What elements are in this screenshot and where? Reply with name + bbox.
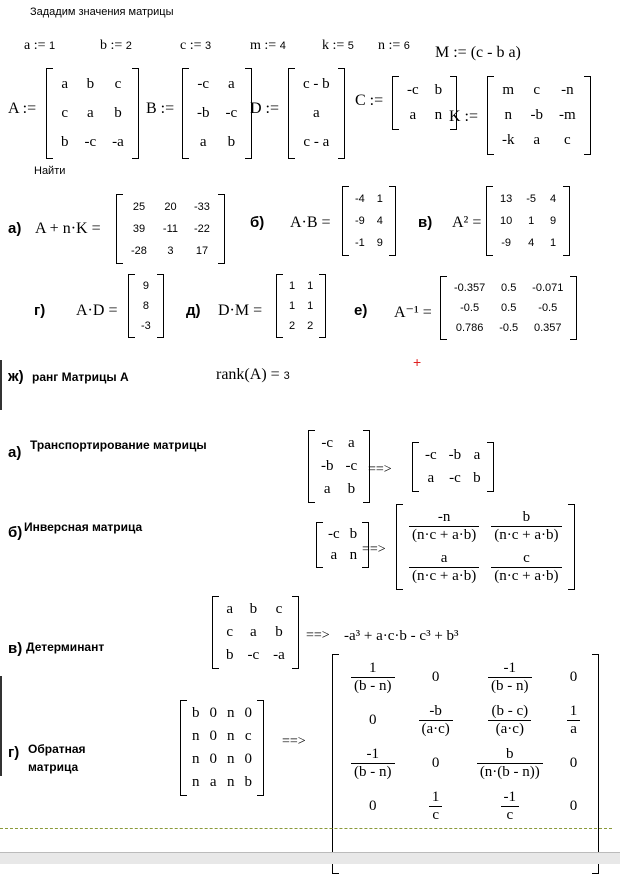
matrix-b-label: B :=	[146, 100, 175, 117]
matrix-cell: b	[226, 647, 234, 663]
matrix-cell: 2	[289, 320, 296, 332]
matrix-cell: -n	[561, 82, 574, 98]
matrix-cell: a	[427, 470, 435, 486]
transpose-label: а)	[8, 444, 22, 461]
crosshair-cursor: +	[413, 354, 422, 370]
result-e-matrix[interactable]	[440, 276, 577, 340]
matrix-cell: -0.5	[499, 322, 519, 334]
matrix-cell: -c	[449, 470, 461, 486]
matrix-cell: 13	[500, 193, 513, 205]
matrix-cell: n	[192, 774, 200, 790]
matrix-cell: 2	[307, 320, 314, 332]
result-b-expr: A·B =	[290, 214, 331, 231]
matrix-cell: -m	[559, 107, 576, 123]
matrix-cell: -c	[328, 526, 340, 542]
matrix-cell: $\frac{-n}{(n\cdot c + a\cdot b)}$	[403, 506, 485, 547]
matrix-cell: 0	[369, 798, 377, 814]
result-d-expr: D·M =	[218, 302, 263, 319]
matrix-a-label: A :=	[8, 100, 37, 117]
matrix-cell: 1	[289, 280, 296, 292]
matrix-cell: -5	[526, 193, 537, 205]
matrix-cell: $\frac{1}{a}$	[555, 699, 593, 742]
matrix-cell: 3	[167, 245, 174, 257]
definition-n[interactable]: n := 6	[378, 38, 410, 53]
matrix-cell: $\frac{1}{c}$	[407, 785, 465, 828]
matrix-cell: a	[199, 134, 207, 150]
matrix-cell: -c	[84, 134, 97, 150]
matrix-c-label: C :=	[355, 92, 384, 109]
matrix-cell: n	[192, 751, 200, 767]
find-label: Найти	[34, 165, 66, 177]
inverse2-text-line1: Обратная	[28, 742, 86, 756]
inverse2-input-matrix[interactable]	[180, 700, 264, 796]
matrix-cell: 0	[209, 705, 217, 721]
matrix-cell: $\frac{-b}{(a\cdot c)}$	[407, 699, 465, 742]
matrix-cell: -b	[530, 107, 543, 123]
matrix-cell: n	[349, 547, 358, 563]
matrix-cell: c - b	[303, 76, 330, 92]
matrix-cell: 1	[550, 237, 557, 249]
matrix-cell: c	[61, 105, 69, 121]
matrix-cell: -a	[273, 647, 285, 663]
rank-text: ранг Матрицы А	[32, 370, 129, 384]
matrix-cell: 1	[289, 300, 296, 312]
matrix-cell: 0.5	[501, 302, 517, 314]
matrix-b[interactable]	[182, 68, 252, 159]
definition-k[interactable]: k := 5	[322, 38, 354, 53]
result-e-expr: A⁻¹ =	[394, 304, 432, 321]
matrix-cell: $\frac{-1}{(b - n)}$	[339, 742, 407, 785]
inverse-label: б)	[8, 524, 23, 541]
matrix-cell: $\frac{c}{(n\cdot c + a\cdot b)}$	[485, 547, 567, 588]
matrix-cell: -9	[355, 215, 365, 227]
result-d-matrix[interactable]	[276, 274, 326, 338]
matrix-cell: 9	[550, 215, 557, 227]
matrix-cell: 9	[376, 237, 383, 249]
matrix-cell: 0	[569, 669, 578, 685]
definition-c[interactable]: c := 3	[180, 38, 212, 53]
matrix-cell: -28	[131, 245, 147, 257]
matrix-cell: -11	[162, 223, 178, 235]
horizontal-scrollbar[interactable]	[0, 852, 620, 864]
matrix-cell: -b	[321, 458, 334, 474]
matrix-cell: -0.071	[532, 282, 564, 294]
result-a-matrix[interactable]	[116, 194, 225, 264]
matrix-cell: -4	[355, 193, 365, 205]
matrix-m-definition[interactable]: M := (c - b a)	[435, 44, 521, 61]
matrix-cell: a	[409, 107, 417, 123]
matrix-cell: 0.5	[501, 282, 517, 294]
inverse2-label: г)	[8, 744, 20, 761]
matrix-cell: a	[347, 435, 355, 451]
matrix-cell: n	[227, 774, 235, 790]
matrix-cell: 1	[528, 215, 535, 227]
matrix-cell: 0	[209, 751, 217, 767]
matrix-cell: 4	[528, 237, 535, 249]
matrix-cell: $\frac{-1}{(b - n)}$	[465, 656, 555, 699]
matrix-cell: c	[533, 82, 541, 98]
matrix-cell: n	[227, 728, 235, 744]
matrix-cell: c	[244, 728, 252, 744]
matrix-cell: $\frac{b}{(n\cdot(b - n))}$	[465, 742, 555, 785]
matrix-cell: a	[86, 105, 94, 121]
result-a-label: а)	[8, 220, 22, 237]
matrix-cell: 0	[569, 798, 578, 814]
matrix-cell: b	[275, 624, 283, 640]
matrix-cell: -9	[501, 237, 512, 249]
inverse2-text-line2: матрица	[28, 760, 79, 774]
matrix-cell: a	[312, 105, 320, 121]
transpose-input-matrix[interactable]	[308, 430, 370, 503]
determinant-text: Детерминант	[26, 640, 105, 654]
matrix-cell: n	[504, 107, 512, 123]
matrix-cell: -k	[502, 132, 515, 148]
matrix-cell: 9	[142, 280, 149, 292]
matrix-cell: $\frac{-1}{c}$	[465, 785, 555, 828]
matrix-cell: a	[226, 601, 234, 617]
matrix-cell: 0.357	[534, 322, 562, 334]
result-g-expr: A·D =	[76, 302, 118, 319]
matrix-cell: b	[86, 76, 95, 92]
definition-m[interactable]: m := 4	[250, 38, 286, 53]
matrix-cell: 1	[376, 193, 383, 205]
inverse-text: Инверсная матрица	[24, 520, 143, 534]
transpose-output-matrix[interactable]	[412, 442, 494, 492]
matrix-cell: b	[244, 774, 252, 790]
matrix-cell: 25	[132, 201, 146, 213]
matrix-cell: -c	[345, 458, 358, 474]
result-b-label: б)	[250, 214, 265, 231]
matrix-cell: -33	[194, 201, 210, 213]
matrix-cell: 0	[369, 712, 377, 728]
rank-label: ж)	[8, 368, 24, 385]
matrix-cell: -0.357	[454, 282, 486, 294]
matrix-cell: c	[226, 624, 234, 640]
matrix-cell: a	[61, 76, 69, 92]
matrix-cell: -0.5	[538, 302, 558, 314]
matrix-cell: 8	[142, 300, 149, 312]
matrix-cell: 1	[307, 280, 314, 292]
matrix-cell: 0	[244, 705, 252, 721]
matrix-cell: $\frac{b}{(n\cdot c + a\cdot b)}$	[485, 506, 567, 547]
determinant-result[interactable]: -a³ + a·c·b - c³ + b³	[344, 628, 459, 644]
matrix-a[interactable]	[46, 68, 139, 159]
matrix-cell: b	[192, 705, 200, 721]
inverse-output-matrix[interactable]	[396, 504, 575, 590]
matrix-cell: b	[434, 82, 443, 98]
matrix-cell: 17	[195, 245, 209, 257]
definition-b[interactable]: b := 2	[100, 38, 132, 53]
matrix-cell: a	[323, 481, 331, 497]
determinant-input-matrix[interactable]	[212, 596, 299, 669]
matrix-cell: 0	[244, 751, 252, 767]
matrix-cell: c	[275, 601, 283, 617]
matrix-cell: -c	[197, 76, 210, 92]
matrix-cell: b	[114, 105, 122, 121]
matrix-cell: c	[114, 76, 122, 92]
matrix-cell: 39	[132, 223, 146, 235]
determinant-label: в)	[8, 640, 23, 657]
matrix-cell: b	[349, 526, 358, 542]
matrix-cell: b	[249, 601, 258, 617]
transpose-arrow: ==>	[368, 462, 392, 477]
matrix-cell: b	[347, 481, 356, 497]
result-b-matrix[interactable]	[342, 186, 396, 256]
matrix-cell: 0.786	[455, 322, 484, 334]
matrix-cell: 1	[307, 300, 314, 312]
matrix-cell: a	[473, 447, 481, 463]
matrix-cell: 0	[431, 669, 440, 685]
matrix-cell: 0	[209, 728, 217, 744]
matrix-cell: -c	[247, 647, 260, 663]
matrix-cell: a	[330, 547, 338, 563]
matrix-cell: a	[227, 76, 235, 92]
transpose-text: Транспортирование матрицы	[30, 438, 207, 452]
matrix-cell: $\frac{a}{(n\cdot c + a\cdot b)}$	[403, 547, 485, 588]
matrix-cell: $\frac{(b - c)}{(a\cdot c)}$	[465, 699, 555, 742]
inverse-arrow: ==>	[362, 542, 386, 557]
matrix-cell: a	[209, 774, 217, 790]
matrix-cell: n	[434, 107, 443, 123]
header-title: Зададим значения матрицы	[30, 6, 174, 18]
definition-a[interactable]: a := 1	[24, 38, 56, 53]
matrix-cell: 0	[569, 755, 578, 771]
matrix-cell: a	[249, 624, 257, 640]
matrix-cell: -3	[141, 320, 151, 332]
result-g-label: г)	[34, 302, 46, 319]
matrix-cell: -22	[194, 223, 210, 235]
result-d-label: д)	[186, 302, 201, 319]
matrix-cell: n	[192, 728, 200, 744]
result-v-matrix[interactable]	[486, 186, 570, 256]
result-a-expr: A + n·K =	[35, 220, 101, 237]
matrix-k[interactable]	[487, 76, 591, 155]
result-e-label: е)	[354, 302, 368, 319]
matrix-cell: m	[502, 82, 515, 98]
matrix-cell: $\frac{1}{(b - n)}$	[339, 656, 407, 699]
matrix-cell: -c	[425, 447, 437, 463]
matrix-cell: -1	[355, 237, 365, 249]
inverse2-arrow: ==>	[282, 734, 306, 749]
rank-expression[interactable]: rank(A) = 3	[216, 366, 290, 383]
matrix-c[interactable]	[392, 76, 457, 130]
matrix-cell: -b	[448, 447, 462, 463]
matrix-cell: 10	[500, 215, 513, 227]
matrix-cell: b	[61, 134, 69, 150]
matrix-k-label: K :=	[449, 108, 479, 125]
matrix-cell: -c	[225, 105, 238, 121]
matrix-cell: b	[227, 134, 236, 150]
matrix-cell: -b	[197, 105, 210, 121]
inverse2-output-matrix[interactable]	[332, 654, 599, 874]
matrix-cell: -c	[321, 435, 334, 451]
matrix-cell: n	[227, 751, 235, 767]
matrix-cell: n	[227, 705, 235, 721]
matrix-cell: 20	[164, 201, 177, 213]
matrix-d[interactable]	[288, 68, 345, 159]
matrix-cell: 4	[376, 215, 383, 227]
matrix-cell: -c	[407, 82, 419, 98]
matrix-cell: c	[564, 132, 571, 148]
determinant-arrow: ==>	[306, 628, 330, 643]
matrix-cell: -0.5	[460, 302, 480, 314]
matrix-cell: b	[473, 470, 481, 486]
result-g-matrix[interactable]	[128, 274, 164, 338]
result-v-label: в)	[418, 214, 433, 231]
matrix-cell: a	[533, 132, 541, 148]
matrix-d-label: D :=	[250, 100, 280, 117]
result-v-expr: A² =	[452, 214, 482, 231]
matrix-cell: -a	[112, 134, 124, 150]
matrix-cell: c - a	[303, 134, 330, 150]
matrix-cell: 0	[431, 755, 440, 771]
matrix-cell: 4	[550, 193, 557, 205]
